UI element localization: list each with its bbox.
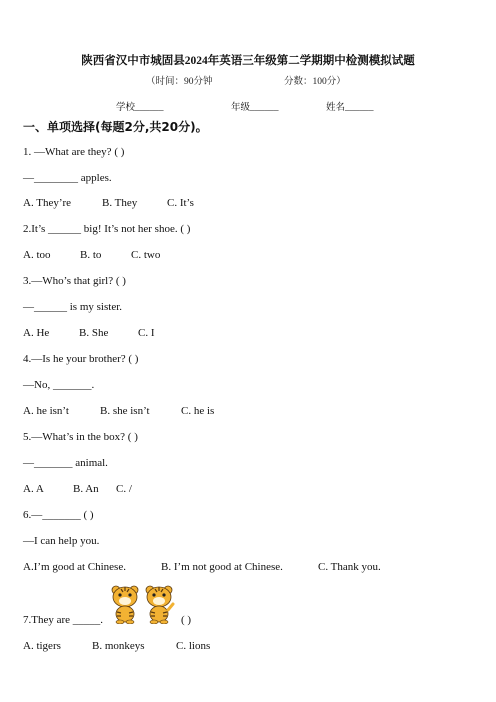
- question-1-text: 1. —What are they? ( ): [23, 146, 125, 158]
- option-c: C. I: [138, 327, 155, 339]
- option-c: C. he is: [181, 405, 215, 417]
- question-1-answer-line: —________ apples.: [23, 172, 112, 184]
- tiger-icon: [109, 584, 141, 624]
- question-3-text: 3.—Who’s that girl? ( ): [23, 275, 126, 287]
- question-5-answer-line: —_______ animal.: [23, 457, 108, 469]
- option-a: A. A: [23, 483, 44, 495]
- question-6-options: [23, 561, 381, 573]
- name-field: 姓名______: [326, 103, 374, 113]
- option-b: B. They: [102, 197, 138, 209]
- exam-score: 分数：100分）: [284, 77, 346, 87]
- tiger-icon: [143, 584, 175, 624]
- section-heading: 一、单项选择(每题2分,共20分)。: [23, 120, 208, 134]
- question-4-answer-line: —No, _______.: [23, 379, 95, 391]
- option-b: B. monkeys: [92, 640, 145, 652]
- option-b: B. she isn’t: [100, 405, 150, 417]
- option-b: B. to: [80, 249, 102, 261]
- question-3-options: [23, 327, 155, 339]
- school-field: 学校______: [116, 103, 164, 113]
- question-7-options: [23, 640, 210, 652]
- option-b: B. An: [73, 483, 99, 495]
- question-2-text: 2.It’s ______ big! It’s not her shoe. ( ): [23, 223, 191, 235]
- option-c: C. two: [131, 249, 161, 261]
- option-a: A. He: [23, 327, 50, 339]
- question-4-options: [23, 405, 214, 417]
- question-6-text: 6.—_______ ( ): [23, 509, 94, 521]
- question-6-answer-line: —I can help you.: [23, 535, 100, 547]
- option-a: A. They’re: [23, 197, 72, 209]
- option-c: C. lions: [176, 640, 211, 652]
- option-a: A.I’m good at Chinese.: [23, 561, 126, 573]
- page-title: 陕西省汉中市城固县2024年英语三年级第二学期期中检测模拟试题: [81, 55, 415, 67]
- question-4-text: 4.—Is he your brother? ( ): [23, 353, 139, 365]
- question-3-answer-line: —______ is my sister.: [23, 301, 123, 313]
- option-c: C. It’s: [167, 197, 194, 209]
- option-b: B. I’m not good at Chinese.: [161, 561, 283, 573]
- question-7-text: 7.They are _____.: [23, 614, 104, 626]
- option-c: C. /: [116, 483, 132, 495]
- option-a: A. tigers: [23, 640, 61, 652]
- question-2-options: [23, 249, 160, 261]
- question-1-options: [23, 197, 194, 209]
- option-a: A. he isn’t: [23, 405, 69, 417]
- question-5-options: [23, 483, 132, 495]
- question-7-bracket: ( ): [181, 614, 192, 626]
- option-b: B. She: [79, 327, 109, 339]
- option-c: C. Thank you.: [318, 561, 381, 573]
- exam-time: （时间：90分钟: [146, 77, 213, 87]
- grade-field: 年级______: [231, 103, 279, 113]
- question-5-text: 5.—What’s in the box? ( ): [23, 431, 138, 443]
- option-a: A. too: [23, 249, 51, 261]
